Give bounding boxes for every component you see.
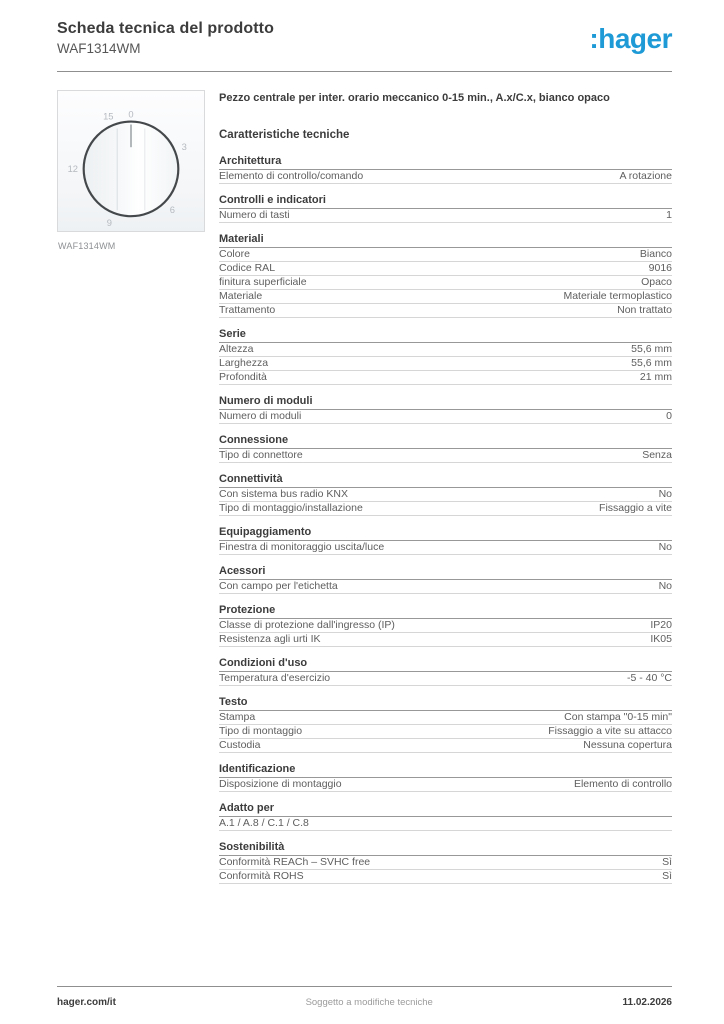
spec-row [219,290,672,304]
spec-section [219,396,672,424]
spec-label: Tipo di montaggio [219,725,303,737]
spec-value: 55,6 mm [631,357,672,369]
spec-label: Temperatura d'esercizio [219,672,331,684]
spec-value: Non trattato [617,304,672,316]
footer-note: Soggetto a modifiche tecniche [305,997,433,1008]
spec-value: 55,6 mm [631,343,672,355]
spec-row [219,248,672,262]
spec-value: 0 [666,410,672,422]
spec-label: finitura superficiale [219,276,307,288]
spec-label: Stampa [219,711,256,723]
spec-row [219,410,672,424]
section-title: Equipaggiamento [219,527,672,541]
spec-row [219,619,672,633]
hager-logo: :hager [589,23,672,54]
spec-value: 1 [666,209,672,221]
spec-row [219,357,672,371]
spec-label: Trattamento [219,304,276,316]
footer-divider [57,986,672,987]
section-title: Serie [219,329,672,343]
spec-value: Materiale termoplastico [563,290,672,302]
spec-row [219,371,672,385]
spec-label: Tipo di montaggio/installazione [219,502,363,514]
footer [57,997,672,1008]
image-caption: WAF1314WM [58,241,116,251]
spec-value: IP20 [650,619,672,631]
spec-section [219,764,672,792]
section-title: Connettività [219,474,672,488]
dial-number: 6 [169,205,176,216]
spec-value: Elemento di controllo [573,778,672,790]
spec-row [219,778,672,792]
spec-row [219,170,672,184]
spec-row [219,541,672,555]
spec-value: Bianco [639,248,672,260]
spec-value: 9016 [648,262,672,274]
spec-label: Classe di protezione dall'ingresso (IP) [219,619,395,631]
spec-row [219,580,672,594]
section-title: Connessione [219,435,672,449]
spec-value: Fissaggio a vite su attacco [548,725,672,737]
header-divider [57,71,672,72]
spec-section [219,234,672,318]
section-title: Protezione [219,605,672,619]
dial-number: 3 [181,142,187,153]
spec-value: Sì [662,856,672,868]
section-title: Acessori [219,566,672,580]
spec-value: -5 - 40 °C [626,672,672,684]
spec-row [219,488,672,502]
dial-number: 12 [67,163,79,174]
spec-label: Codice RAL [219,262,276,274]
section-title: Sostenibilità [219,842,672,856]
section-title: Materiali [219,234,672,248]
header [57,20,672,70]
spec-label: Finestra di monitoraggio uscita/luce [219,541,385,553]
spec-label: Con sistema bus radio KNX [219,488,348,500]
spec-row [219,711,672,725]
product-reference: WAF1314WM [57,41,141,56]
spec-label: Custodia [219,739,261,751]
spec-row [219,276,672,290]
spec-value: Fissaggio a vite [599,502,672,514]
dial-number: 0 [128,109,134,120]
section-title: Numero di moduli [219,396,672,410]
spec-section [219,697,672,753]
spec-section [219,435,672,463]
spec-value: No [658,488,672,500]
spec-row [219,449,672,463]
section-title: Architettura [219,156,672,170]
footer-date: 11.02.2026 [622,997,672,1008]
section-title: Testo [219,697,672,711]
spec-row [219,817,672,831]
spec-label: Resistenza agli urti IK [219,633,321,645]
spec-label: A.1 / A.8 / C.1 / C.8 [219,817,309,829]
spec-label: Numero di moduli [219,410,302,422]
spec-value: No [658,541,672,553]
spec-row [219,633,672,647]
product-image [57,90,205,232]
spec-label: Altezza [219,343,254,355]
spec-row [219,856,672,870]
spec-row [219,343,672,357]
spec-section [219,566,672,594]
spec-value: Nessuna copertura [583,739,672,751]
spec-label: Conformità REACh – SVHC free [219,856,371,868]
spec-value: No [658,580,672,592]
spec-value: 21 mm [639,371,672,383]
dial-number: 15 [103,111,114,122]
spec-label: Tipo di connettore [219,449,303,461]
specs-heading: Caratteristiche tecniche [219,129,350,141]
spec-section [219,605,672,647]
spec-label: Larghezza [219,357,269,369]
spec-section [219,658,672,686]
page-title: Scheda tecnica del prodotto [57,20,274,37]
spec-sections [219,156,672,884]
spec-label: Elemento di controllo/comando [219,170,364,182]
spec-label: Numero di tasti [219,209,290,221]
footer-website-link[interactable]: hager.com/it [57,997,116,1008]
spec-label: Con campo per l'etichetta [219,580,338,592]
spec-value: IK05 [650,633,672,645]
dial-number: 9 [106,218,112,229]
spec-label: Disposizione di montaggio [219,778,342,790]
spec-value: Con stampa "0-15 min" [564,711,672,723]
spec-label: Colore [219,248,250,260]
section-title: Condizioni d'uso [219,658,672,672]
spec-value: A rotazione [619,170,672,182]
section-title: Adatto per [219,803,672,817]
timer-dial-illustration [58,91,204,231]
spec-label: Materiale [219,290,263,302]
spec-label: Profondità [219,371,267,383]
main-content [219,92,672,895]
spec-section [219,803,672,831]
spec-value: Opaco [641,276,672,288]
spec-label: Conformità ROHS [219,870,304,882]
spec-row [219,739,672,753]
spec-value: Senza [642,449,672,461]
spec-section [219,842,672,884]
spec-section [219,527,672,555]
spec-row [219,502,672,516]
spec-section [219,329,672,385]
spec-section [219,195,672,223]
section-title: Controlli e indicatori [219,195,672,209]
spec-row [219,304,672,318]
product-description: Pezzo centrale per inter. orario meccanico 0-15 min., A.x/C.x, bianco opaco [219,92,610,104]
spec-row [219,870,672,884]
spec-row [219,725,672,739]
spec-row [219,209,672,223]
section-title: Identificazione [219,764,672,778]
spec-section [219,474,672,516]
spec-row [219,672,672,686]
spec-section [219,156,672,184]
spec-row [219,262,672,276]
spec-value: Sì [662,870,672,882]
